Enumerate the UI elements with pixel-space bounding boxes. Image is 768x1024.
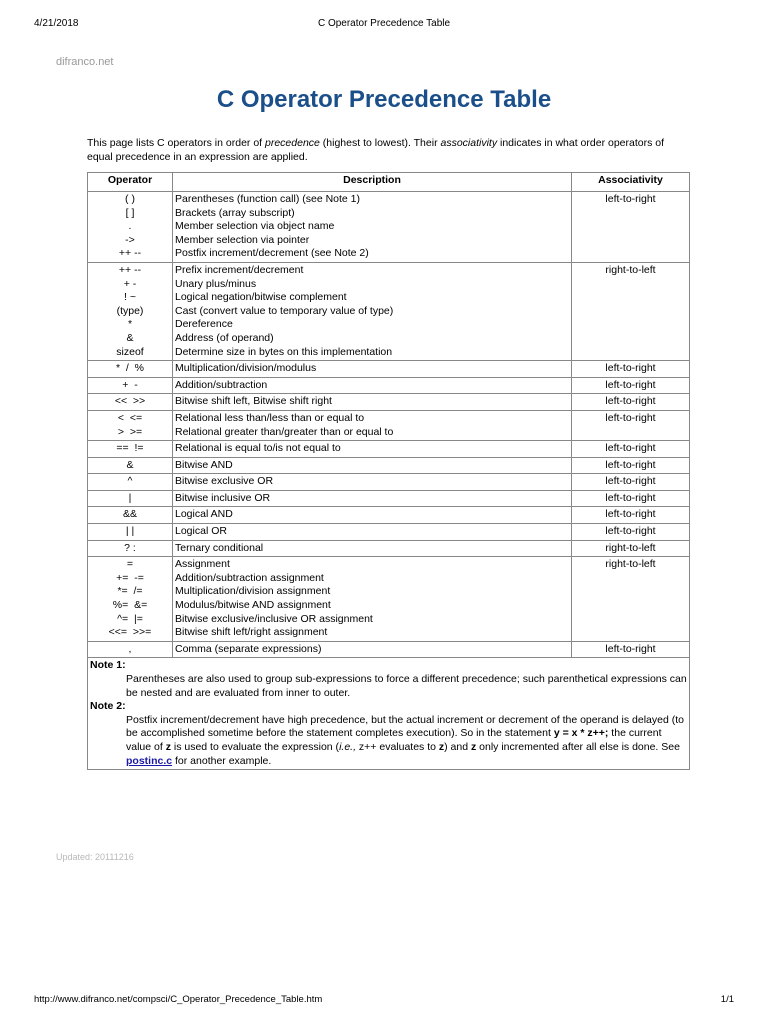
note2-text xyxy=(90,714,687,768)
operator-cell-line: | xyxy=(128,491,132,504)
description-cell-line: Logical AND xyxy=(175,508,233,521)
description-cell xyxy=(173,474,572,491)
updated-date: Updated: 20111216 xyxy=(56,852,134,862)
print-title: C Operator Precedence Table xyxy=(317,18,451,29)
description-cell-line: Parentheses (function call) (see Note 1) xyxy=(175,193,361,205)
description-cell-line: Logical negation/bitwise complement xyxy=(175,291,347,304)
operator-cell xyxy=(88,394,173,411)
operator-cell-line: * xyxy=(127,318,133,331)
operator-cell-line: + - xyxy=(122,378,138,391)
operator-cell xyxy=(88,262,173,360)
description-cell-line: Address (of operand) xyxy=(175,331,274,344)
operator-cell-line: ? : xyxy=(124,541,136,554)
note2-part: is used to evaluate the expression ( xyxy=(170,740,340,753)
note2-part: z++ evaluates to xyxy=(356,740,439,753)
description-cell-line: Determine size in bytes on this implementation xyxy=(175,345,393,358)
operator-cell xyxy=(88,441,173,458)
description-cell xyxy=(173,361,572,378)
associativity-cell: left-to-right xyxy=(572,394,690,411)
operator-cell xyxy=(88,474,173,491)
description-cell-line: Brackets (array subscript) xyxy=(175,206,295,219)
description-cell-line: Addition/subtraction xyxy=(175,378,268,391)
description-cell xyxy=(173,457,572,474)
description-cell xyxy=(173,524,572,541)
table-row xyxy=(88,557,690,642)
operator-cell-line: . xyxy=(128,220,132,233)
intro-precedence: precedence xyxy=(265,137,320,149)
note2-z: z xyxy=(471,740,477,753)
associativity-cell: right-to-left xyxy=(572,557,690,642)
associativity-cell: left-to-right xyxy=(572,377,690,394)
postinc-link[interactable]: postinc.c xyxy=(126,754,173,767)
page-title: C Operator Precedence Table xyxy=(216,86,552,113)
description-cell xyxy=(173,441,572,458)
header-operator: Operator xyxy=(88,173,173,192)
description-cell-line: Member selection via object name xyxy=(175,220,335,233)
description-cell-line: Bitwise inclusive OR xyxy=(175,491,271,504)
operator-cell-line: %= &= xyxy=(112,599,148,612)
description-cell-line: Comma (separate expressions) xyxy=(175,642,322,655)
site-name: difranco.net xyxy=(56,56,114,68)
note2-part: for another example. xyxy=(172,754,272,767)
note1-text: Parentheses are also used to group sub-expressions to force a different precedence; such parenthetical expressions can be nested and are evaluated from inner to outer. xyxy=(126,673,687,699)
description-cell-line: Cast (convert value to temporary value of type) xyxy=(175,304,394,317)
operator-cell-line: ( ) xyxy=(125,193,135,205)
description-cell xyxy=(173,262,572,360)
table-row xyxy=(88,262,690,360)
operator-cell xyxy=(88,457,173,474)
operator-cell-line: ++ -- xyxy=(118,263,142,276)
print-date: 4/21/2018 xyxy=(34,18,79,29)
note2-part: only incremented after all else is done. See xyxy=(476,740,680,753)
operator-cell-line: && xyxy=(122,508,137,521)
description-cell xyxy=(173,377,572,394)
operator-cell-line: * / % xyxy=(115,362,144,375)
operator-cell-line: , xyxy=(128,642,132,655)
description-cell-line: Bitwise exclusive OR xyxy=(175,475,274,488)
operator-cell xyxy=(88,540,173,557)
operator-cell-line: | | xyxy=(125,525,135,538)
description-cell-line: Multiplication/division assignment xyxy=(175,585,331,598)
description-cell xyxy=(173,557,572,642)
table-header-row xyxy=(88,173,690,192)
description-cell-line: Multiplication/division/modulus xyxy=(175,362,317,375)
operator-cell-line: *= /= xyxy=(117,585,143,598)
operator-cell-line: < <= xyxy=(117,411,143,424)
description-cell xyxy=(173,540,572,557)
intro-text-2: (highest to lowest). Their xyxy=(319,137,441,149)
associativity-cell: left-to-right xyxy=(572,361,690,378)
note2-part: ) and xyxy=(444,740,471,753)
table-row xyxy=(88,490,690,507)
associativity-cell: left-to-right xyxy=(572,641,690,658)
note2-part: Postfix increment/decrement have high precedence, but the actual increment or decrement of the operand is delayed (to be accomplished sometime before the statement completes execution). So in the statement xyxy=(126,713,684,740)
description-cell-line: Unary plus/minus xyxy=(175,277,257,290)
table-row xyxy=(88,192,690,263)
intro-paragraph xyxy=(87,136,687,164)
operator-cell-line: ++ -- xyxy=(118,247,142,260)
table-row xyxy=(88,441,690,458)
table-row xyxy=(88,507,690,524)
operator-cell-line: += -= xyxy=(116,571,144,584)
operator-cell-line: & xyxy=(126,458,134,471)
note1-label: Note 1: xyxy=(90,659,126,672)
description-cell-line: Bitwise shift left/right assignment xyxy=(175,626,328,639)
associativity-cell: left-to-right xyxy=(572,490,690,507)
description-cell xyxy=(173,192,572,263)
description-cell xyxy=(173,490,572,507)
note2-part: the current value of xyxy=(126,727,662,753)
operator-cell xyxy=(88,641,173,658)
operator-cell-line: ^= |= xyxy=(117,612,143,625)
description-cell xyxy=(173,410,572,440)
operator-table-body xyxy=(88,192,690,658)
operator-cell-line: ^ xyxy=(127,475,133,488)
associativity-cell: left-to-right xyxy=(572,507,690,524)
operator-cell xyxy=(88,410,173,440)
description-cell-line: Ternary conditional xyxy=(175,541,264,554)
note2-ie: i.e., xyxy=(339,740,356,753)
table-row xyxy=(88,410,690,440)
operator-cell-line: [ ] xyxy=(125,206,135,219)
intro-associativity: associativity xyxy=(440,137,498,149)
operator-cell-line: <<= >>= xyxy=(108,626,152,639)
table-row xyxy=(88,394,690,411)
description-cell-line: Postfix increment/decrement (see Note 2) xyxy=(175,247,369,260)
operator-cell-line: & xyxy=(126,331,134,344)
associativity-cell: left-to-right xyxy=(572,524,690,541)
operator-cell-line: -> xyxy=(125,233,135,246)
operator-cell xyxy=(88,361,173,378)
header-associativity: Associativity xyxy=(572,173,690,192)
description-cell-line: Bitwise AND xyxy=(175,458,233,471)
note2-z: z xyxy=(165,740,171,753)
description-cell xyxy=(173,507,572,524)
description-cell xyxy=(173,641,572,658)
associativity-cell: left-to-right xyxy=(572,474,690,491)
description-cell-line: Logical OR xyxy=(175,525,227,538)
intro-text-3: indicates in what order operators of equal precedence in an expression are applied. xyxy=(87,137,665,163)
note2-z: z xyxy=(438,740,445,753)
description-cell-line: Relational greater than/greater than or equal to xyxy=(175,425,394,438)
operator-cell xyxy=(88,524,173,541)
description-cell-line: Bitwise shift left, Bitwise shift right xyxy=(175,395,332,408)
note2-label: Note 2: xyxy=(90,700,126,713)
table-row xyxy=(88,377,690,394)
notes-cell xyxy=(88,658,690,770)
operator-cell xyxy=(88,490,173,507)
header-description: Description xyxy=(173,173,572,192)
associativity-cell: left-to-right xyxy=(572,457,690,474)
note2-code: y = x * z++; xyxy=(553,727,609,740)
description-cell-line: Member selection via pointer xyxy=(175,233,310,246)
operator-cell xyxy=(88,377,173,394)
associativity-cell: left-to-right xyxy=(572,441,690,458)
operator-cell-line: + - xyxy=(123,277,137,290)
associativity-cell: right-to-left xyxy=(572,540,690,557)
table-row xyxy=(88,540,690,557)
footer-url: http://www.difranco.net/compsci/C_Operator_Precedence_Table.htm xyxy=(34,994,323,1005)
operator-cell xyxy=(88,507,173,524)
description-cell-line: Assignment xyxy=(175,558,230,571)
intro-text-1: This page lists C operators in order of xyxy=(87,137,265,149)
description-cell-line: Prefix increment/decrement xyxy=(175,263,304,276)
operator-table xyxy=(87,172,690,770)
table-row xyxy=(88,474,690,491)
table-row xyxy=(88,524,690,541)
table-row xyxy=(88,457,690,474)
associativity-cell: left-to-right xyxy=(572,192,690,263)
notes-row xyxy=(88,658,690,770)
description-cell-line: Dereference xyxy=(175,318,233,331)
description-cell-line: Relational less than/less than or equal to xyxy=(175,411,365,424)
operator-cell-line: << >> xyxy=(114,395,146,408)
operator-cell xyxy=(88,192,173,263)
operator-cell-line: == != xyxy=(116,442,144,455)
description-cell xyxy=(173,394,572,411)
operator-cell xyxy=(88,557,173,642)
description-cell-line: Modulus/bitwise AND assignment xyxy=(175,599,331,612)
description-cell-line: Bitwise exclusive/inclusive OR assignment xyxy=(175,612,373,625)
associativity-cell: left-to-right xyxy=(572,410,690,440)
footer-page-number: 1/1 xyxy=(720,994,734,1005)
table-row xyxy=(88,641,690,658)
description-cell-line: Relational is equal to/is not equal to xyxy=(175,442,341,455)
operator-cell-line: sizeof xyxy=(116,345,144,358)
operator-cell-line: > >= xyxy=(117,425,143,438)
operator-cell-line: ! ~ xyxy=(124,291,136,304)
table-row xyxy=(88,361,690,378)
description-cell-line: Addition/subtraction assignment xyxy=(175,571,324,584)
associativity-cell: right-to-left xyxy=(572,262,690,360)
operator-cell-line: (type) xyxy=(116,304,144,317)
operator-cell-line: = xyxy=(126,558,134,571)
